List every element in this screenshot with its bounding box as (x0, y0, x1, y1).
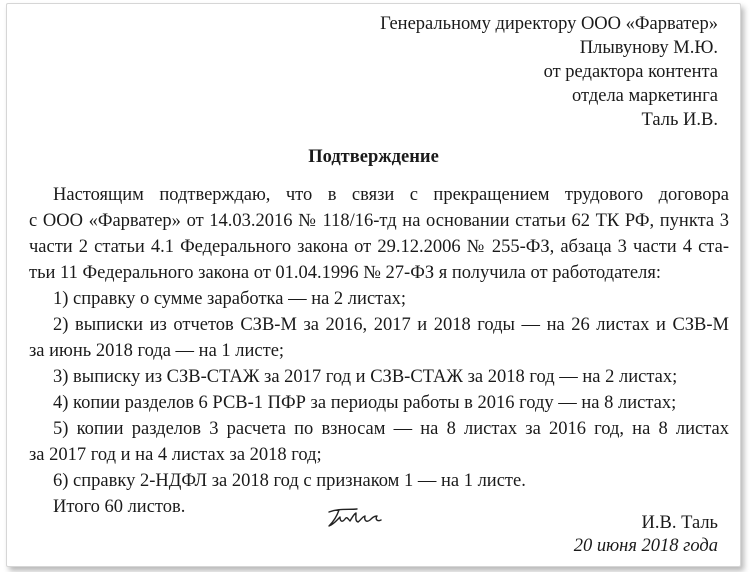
handwritten-signature (325, 504, 405, 532)
list-item-1: 1) справку о сумме заработка — на 2 листах; (53, 289, 407, 309)
list-item-6: 6) справку 2-НДФЛ за 2018 год с признаком 1 — на 1 листе. (53, 471, 526, 491)
list-item-2-cont: за июнь 2018 года — на 1 листе; (29, 341, 285, 361)
paragraph-line-4: тьи 11 Федерального закона от 01.04.1996 № 27-ФЗ я получила от работодателя: (29, 263, 661, 283)
document-title: Подтверждение (308, 147, 439, 167)
sender-line-2: отдела маркетинга (571, 86, 718, 106)
document-sheet (6, 3, 741, 567)
signature-date: 20 июня 2018 года (573, 536, 718, 556)
sender-line-3: Таль И.В. (641, 110, 718, 130)
list-item-2: 2) выписки из отчетов СЗВ-М за 2016, 2017 и 2018 годы — на 26 листах и СЗВ-М (53, 315, 729, 335)
paragraph-line-3: части 2 статьи 4.1 Федерального закона от 29.12.2006 № 255-ФЗ, абзаца 3 части 4 ста- (29, 237, 729, 257)
sender-line-1: от редактора контента (543, 62, 718, 82)
list-item-5-cont: за 2017 год и на 4 листах за 2018 год; (29, 445, 322, 465)
addressee-line-2: Плывунову М.Ю. (579, 38, 718, 58)
total-line: Итого 60 листов. (53, 497, 186, 517)
addressee-line-1: Генеральному директору ООО «Фарватер» (380, 14, 718, 34)
paragraph-line-1: Настоящим подтверждаю, что в связи с прекращением трудового договора (53, 185, 729, 205)
list-item-5: 5) копии разделов 3 расчета по взносам — на 8 листах за 2016 год, на 8 листах (53, 419, 729, 439)
paragraph-line-2: с ООО «Фарватер» от 14.03.2016 № 118/16-тд на основании статьи 62 ТК РФ, пункта 3 (29, 211, 729, 231)
list-item-3: 3) выписку из СЗВ-СТАЖ за 2017 год и СЗВ-СТАЖ за 2018 год — на 2 листах; (53, 367, 678, 387)
signer-name: И.В. Таль (641, 513, 718, 533)
list-item-4: 4) копии разделов 6 РСВ-1 ПФР за периоды работы в 2016 году — на 8 листах; (53, 393, 677, 413)
